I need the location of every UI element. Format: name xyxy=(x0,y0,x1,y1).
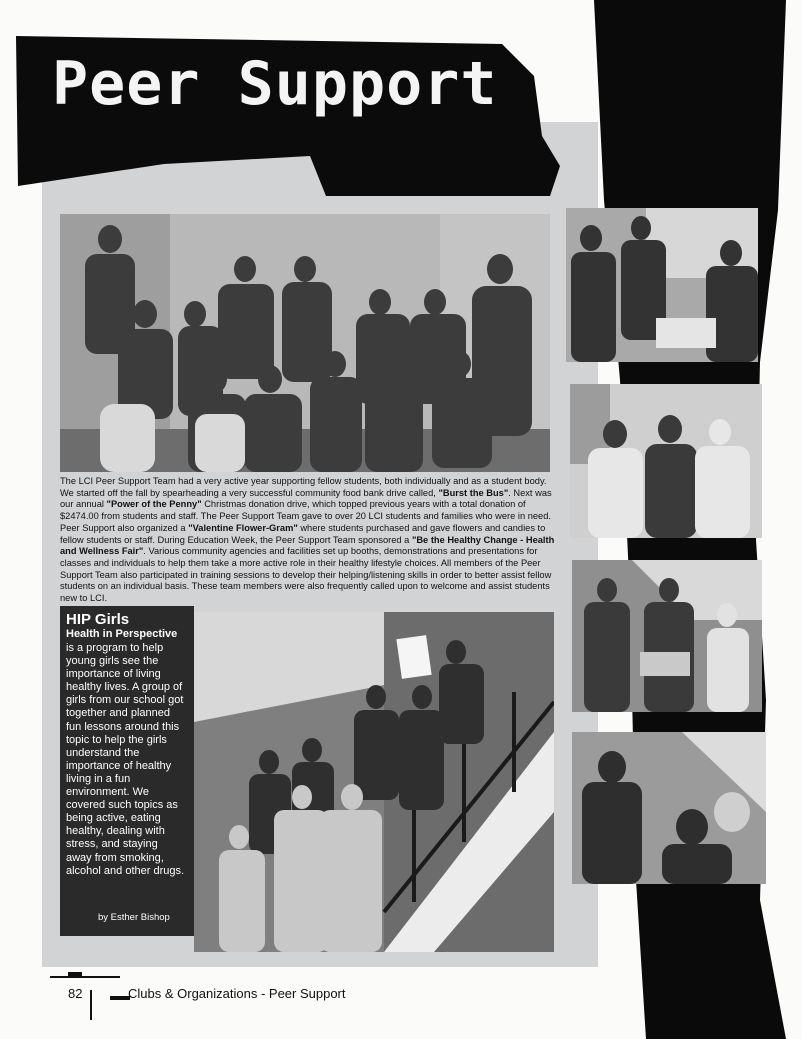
caption-text-2: . Next was our annual xyxy=(60,487,552,510)
side-photo-3 xyxy=(572,560,762,712)
footer-decoration xyxy=(50,968,130,1022)
hip-girls-heading: HIP Girls xyxy=(66,611,130,628)
caption-event-valentine-flower-gram: "Valentine Flower-Gram" xyxy=(188,522,298,533)
hip-girls-description: is a program to help young girls see the importance of living healthy lives. A group of girls from our school got together and planned fun lessons around this topic to help the girls understand the importance of healthy living in a fun environment. We covered such topics as being active, eating healthy, dealing with stress, and staying away from smoking, alcohol and other drugs. xyxy=(66,642,185,877)
caption-text-1: The LCI Peer Support Team had a very active year supporting fellow students, both individually and as a student body. We started off the fall by spearheading a very successful community food bank drive called, xyxy=(60,476,547,498)
byline: by Esther Bishop xyxy=(98,912,170,923)
caption-event-burst-the-bus: "Burst the Bus" xyxy=(438,487,509,498)
group-photo-hip-girls xyxy=(194,612,554,952)
group-photo-peer-support xyxy=(60,214,550,472)
caption-text-4: where students purchased and gave flowers and candies to fellow students or staff. During Education Week, the Peer Support Team sponsored a xyxy=(60,522,546,545)
page-title: Peer Support xyxy=(52,49,498,119)
page-number: 82 xyxy=(68,986,83,1001)
hip-girls-subheading: Health in Perspective xyxy=(66,628,178,640)
caption-text-3: Christmas donation drive, which topped previous years with a total donation of $2474.00 from students and staff. The Peer Support Team gave to over 20 LCI students and families who were in need. Peer Support also organized a xyxy=(60,499,551,533)
side-photo-2 xyxy=(570,384,762,538)
footer-section-title: Clubs & Organizations - Peer Support xyxy=(128,986,346,1001)
caption-event-power-of-the-penny: "Power of the Penny" xyxy=(106,499,202,510)
caption-text-5: . Various community agencies and facilities set up booths, demonstrations and presentations for classes and individuals to help them take a more active role in their healthy lifestyle choices. All members of the Peer Support Team also participated in training sessions to develop their helping/listening skills in order to better assist fellow students on an individual basis. These team members were also frequently called upon to welcome and assist students new to LCI. xyxy=(60,546,552,604)
side-photo-4 xyxy=(572,732,766,884)
caption-event-wellness-fair: "Be the Healthy Change - Health and Wellness Fair" xyxy=(60,534,555,557)
side-photo-1 xyxy=(566,208,758,362)
peer-support-caption xyxy=(60,476,555,605)
